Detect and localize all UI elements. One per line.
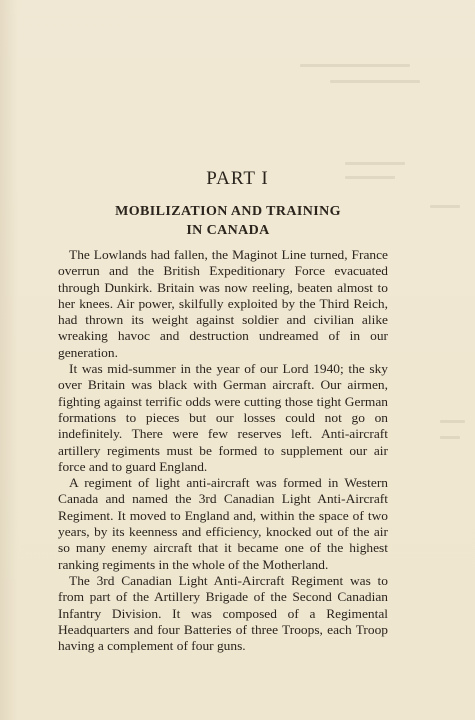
chapter-title-line-2: IN CANADA	[186, 223, 270, 238]
paragraph-4: The 3rd Canadian Light Anti-Aircraft Regiment was to from part of the Artillery Brigade of the Second Canadian Infantry Division. It was composed of a Regimental Headquarters and four Batteries of three Troops, each Troop having a complement of four guns.	[58, 573, 388, 654]
paragraph-1: The Lowlands had fallen, the Maginot Line turned, France overrun and the British Expeditionary Force evacuated through Dunkirk. Britain was now reeling, beaten almost to her knees. Air power, skilfully exploited by the Third Reich, had thrown its weight against soldier and civilian alike wreaking havoc and destruction undreamed of in our generation.	[58, 248, 388, 360]
paragraph-3: A regiment of light anti-aircraft was formed in Western Canada and named the 3rd Canadian Light Anti-Aircraft Regiment. It moved to England and, within the space of two years, by its keenness and efficiency, knocked out of the air so many enemy aircraft that it became one of the highest ranking regiments in the whole of the Motherland.	[58, 476, 388, 572]
paragraph-2: It was mid-summer in the year of our Lord 1940; the sky over Britain was black with German aircraft. Our airmen, fighting against terrific odds were cutting those tight German formations to pieces but our losses could not go on indefinitely. There were few reserves left. Anti-aircraft artillery regiments must be formed to supplement our air force and to guard England.	[58, 362, 388, 474]
body-text	[58, 247, 388, 654]
part-heading: PART I	[206, 168, 269, 189]
chapter-title-line-1: MOBILIZATION AND TRAINING	[115, 204, 341, 219]
chapter-title	[60, 202, 396, 240]
